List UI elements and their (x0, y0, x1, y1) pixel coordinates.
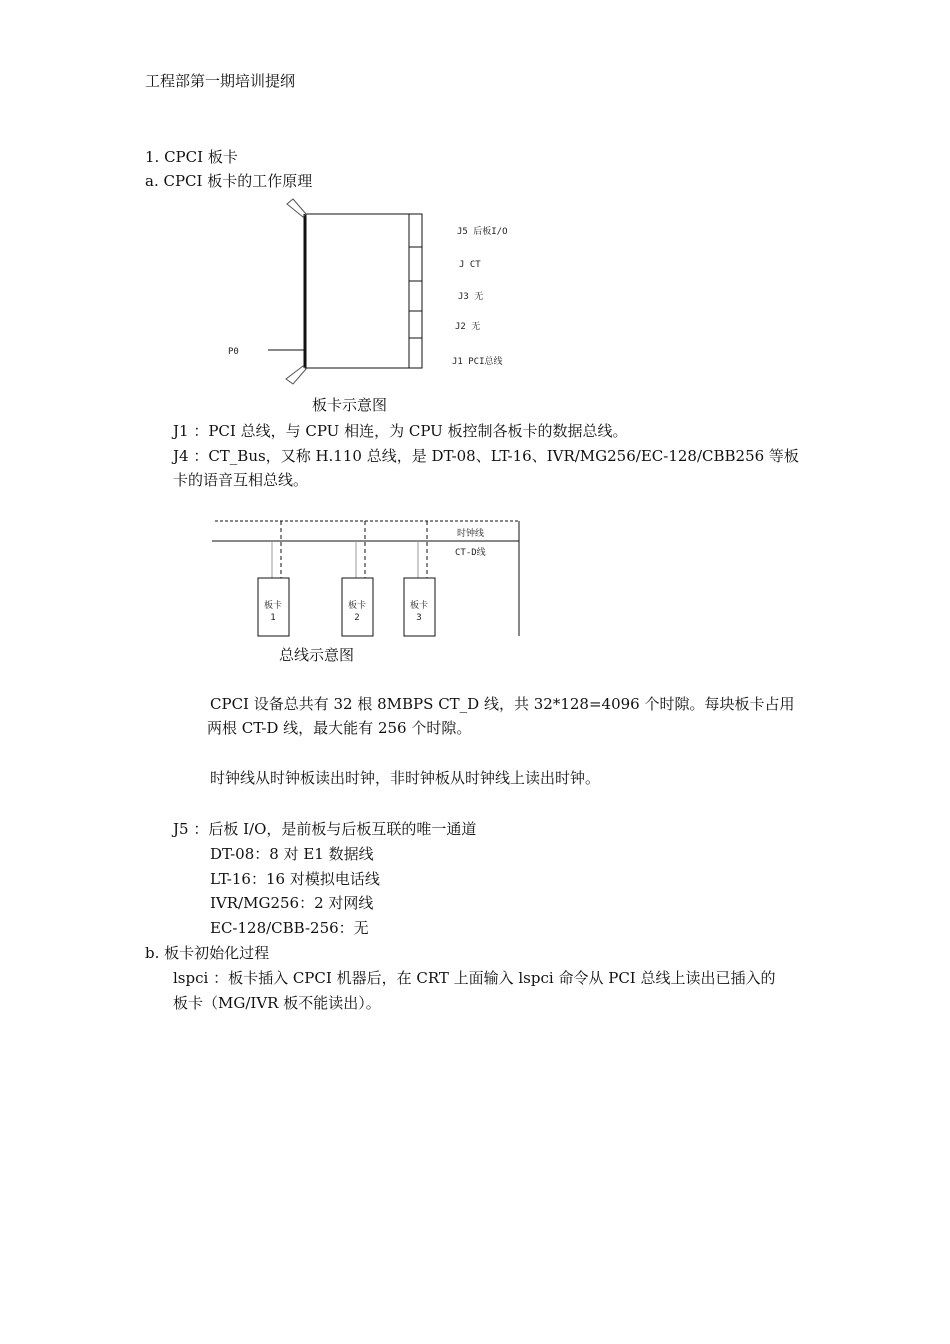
ctd-line-label: CT-D线 (455, 548, 486, 558)
label-j5: J5 后板I/O (457, 227, 508, 237)
section-heading-cpci: 1. CPCI 板卡 (145, 148, 238, 166)
board-3-label-line1: 板卡 (409, 601, 428, 611)
clock-paragraph: 时钟线从时钟板读出时钟，非时钟板从时钟线上读出时钟。 (210, 769, 601, 787)
j5-description: J5 ：后板 I/O，是前板与后板互联的唯一通道 (173, 820, 477, 838)
board-2-label (342, 600, 372, 624)
label-j2: J2 无 (455, 322, 481, 332)
label-j-ct: J CT (459, 260, 481, 270)
j5-item-dt08: DT-08：8 对 E1 数据线 (210, 845, 374, 863)
j5-item-lt16: LT-16：16 对模拟电话线 (210, 870, 380, 888)
board-1-label-line2: 1 (270, 613, 276, 623)
j1-description: J1 ：PCI 总线，与 CPU 相连，为 CPU 板控制各板卡的数据总线。 (173, 422, 628, 440)
j4-description-line1: J4 ：CT_Bus，又称 H.110 总线，是 DT-08、LT-16、IVR/MG256/EC-128/CBB256 等板 (173, 447, 799, 465)
board-1-label-line1: 板卡 (263, 601, 282, 611)
j5-item-ivr: IVR/MG256：2 对网线 (210, 894, 374, 912)
subsection-a-heading: a. CPCI 板卡的工作原理 (145, 172, 313, 190)
label-j3: J3 无 (458, 292, 484, 302)
ctd-paragraph-line2: 两根 CT-D 线，最大能有 256 个时隙。 (207, 719, 472, 737)
board-2-label-line1: 板卡 (347, 601, 366, 611)
board-3-label (404, 600, 434, 624)
bus-diagram-caption: 总线示意图 (279, 646, 355, 664)
lspci-line2: 板卡（MG/IVR 板不能读出）。 (173, 994, 381, 1012)
lspci-line1: lspci ：板卡插入 CPCI 机器后，在 CRT 上面输入 lspci 命令从 PCI 总线上读出已插入的 (173, 969, 776, 987)
subsection-b-heading: b. 板卡初始化过程 (145, 944, 270, 962)
label-p0: P0 (228, 347, 239, 357)
board-2-label-line2: 2 (354, 613, 360, 623)
board-diagram-caption: 板卡示意图 (312, 396, 388, 414)
j5-item-ec128: EC-128/CBB-256：无 (210, 919, 369, 937)
j4-description-line2: 卡的语音互相总线。 (173, 471, 309, 489)
board-1-label (258, 600, 288, 624)
ctd-paragraph-line1: CPCI 设备总共有 32 根 8MBPS CT_D 线，共 32*128=4096 个时隙。每块板卡占用 (210, 695, 795, 713)
document-title: 工程部第一期培训提纲 (145, 72, 296, 90)
label-j1: J1 PCI总线 (452, 357, 503, 367)
clock-line-label: 时钟线 (457, 529, 485, 539)
board-3-label-line2: 3 (416, 613, 422, 623)
